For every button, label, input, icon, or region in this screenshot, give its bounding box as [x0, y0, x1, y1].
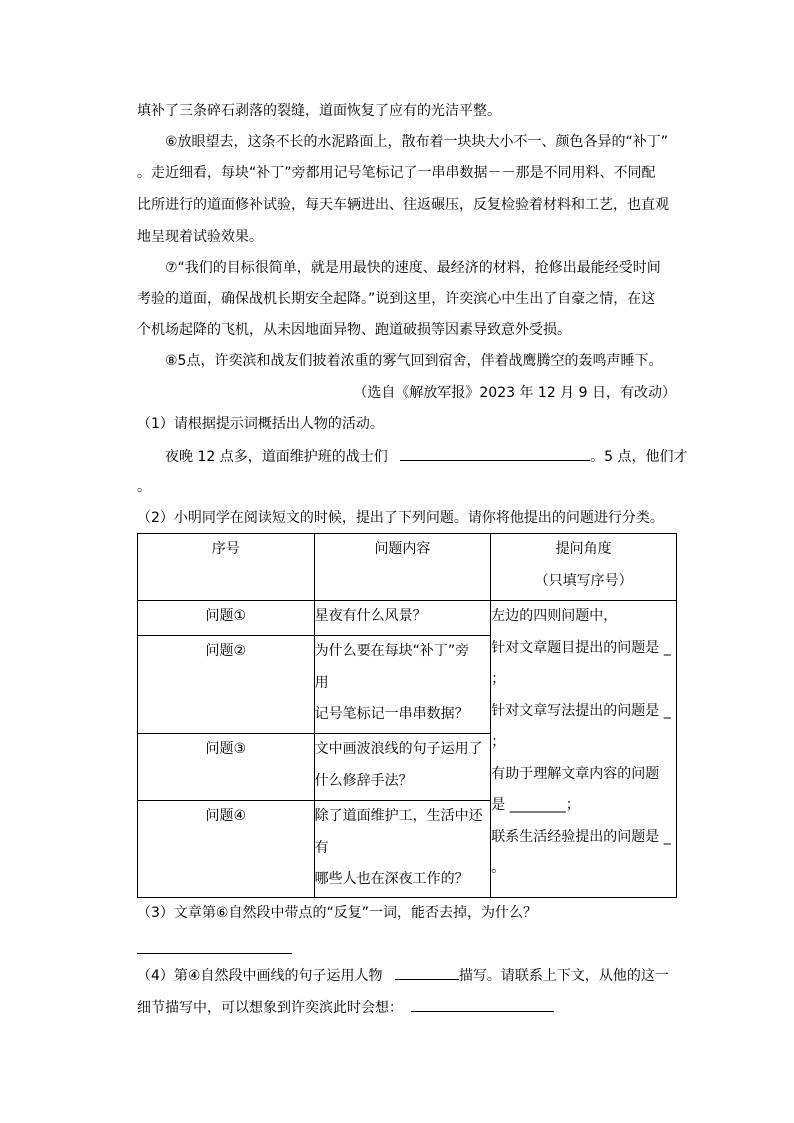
q1-answer-blank-1[interactable] — [400, 446, 590, 461]
header-angle: 提问角度 （只填写序号） — [491, 534, 677, 601]
paragraph-6-line: 地呈现着试验效果。 — [137, 229, 263, 245]
passage-line: 填补了三条碎石剥落的裂缝，道面恢复了应有的光洁平整。 — [137, 103, 501, 119]
q4-text-c: 细节描写中，可以想象到许奕滨此时会想： — [137, 1000, 403, 1016]
paragraph-6-line: ⑥放眼望去，这条不长的水泥路面上，散布着一块块大小不一、颜色各异的“补丁” — [165, 134, 669, 150]
q1-answer-end: 。 — [137, 479, 151, 495]
q4-text-a: （4）第④自然段中画线的句子运用人物 — [137, 968, 383, 984]
question-4-line-2 — [137, 997, 554, 1017]
q3-answer-line[interactable] — [137, 953, 292, 954]
row-content: 除了道面维护工，生活中还 有 哪些人也在深夜工作的？ — [314, 801, 491, 898]
header-number: 序号 — [138, 534, 315, 601]
paragraph-7-line: 考验的道面，确保战机长期安全起降。”说到这里，许奕滨心中生出了自豪之情，在这 — [137, 291, 656, 307]
row-content: 为什么要在每块“补丁”旁 用 记号笔标记一串串数据？ — [314, 636, 491, 734]
row-number: 问题② — [138, 636, 315, 734]
question-1-prompt: （1）请根据提示词概括出人物的活动。 — [137, 416, 384, 432]
question-2-prompt: （2）小明同学在阅读短文的时候，提出了下列问题。请你将他提出的问题进行分类。 — [137, 510, 664, 526]
question-1-line — [165, 446, 688, 466]
question-3-prompt: （3）文章第⑥自然段中带点的“反复”一词，能否去掉，为什么？ — [137, 905, 537, 921]
source-citation: （选自《解放军报》2023 年 12 月 9 日，有改动） — [353, 385, 676, 401]
q1-text-b: 。5 点，他们才 — [590, 449, 688, 465]
paragraph-6-line: 。走近细看，每块“补丁”旁都用记号笔标记了一串串数据－－那是不同用料、不同配 — [137, 165, 656, 181]
row-number: 问题③ — [138, 734, 315, 801]
q1-text-a: 夜晚 12 点多，道面维护班的战士们 — [165, 449, 388, 465]
paragraph-7-line: ⑦“我们的目标很简单，就是用最快的速度、最经济的材料，抢修出最能经受时间 — [165, 260, 661, 276]
paragraph-7-line: 个机场起降的飞机，从未因地面异物、跑道破损等因素导致意外受损。 — [137, 322, 571, 338]
classification-table — [137, 533, 677, 898]
angle-answer-cell[interactable]: 左边的四则问题中， 针对文章题目提出的问题是 _ ； 针对文章写法提出的问题是 _ ； 有助于理解文章内容的问题 是 ________； 联系生活经验提出的问题是 _ 。 — [491, 601, 677, 898]
q4-text-b: 描写。请联系上下文，从他的这一 — [458, 968, 669, 984]
q4-answer-blank-2[interactable] — [411, 997, 554, 1012]
row-content: 文中画波浪线的句子运用了 什么修辞手法？ — [314, 734, 491, 801]
paragraph-8-line: ⑧5点，许奕滨和战友们披着浓重的雾气回到宿舍，伴着战鹰腾空的轰鸣声睡下。 — [165, 353, 663, 369]
header-content: 问题内容 — [314, 534, 491, 601]
row-number: 问题④ — [138, 801, 315, 898]
q4-answer-blank-1[interactable] — [395, 965, 459, 980]
row-content: 星夜有什么风景？ — [314, 601, 491, 636]
question-4-line-1 — [137, 965, 669, 985]
paragraph-6-line: 比所进行的道面修补试验，每天车辆进出、往返碾压，反复检验着材料和工艺，也直观 — [137, 197, 669, 213]
row-number: 问题① — [138, 601, 315, 636]
